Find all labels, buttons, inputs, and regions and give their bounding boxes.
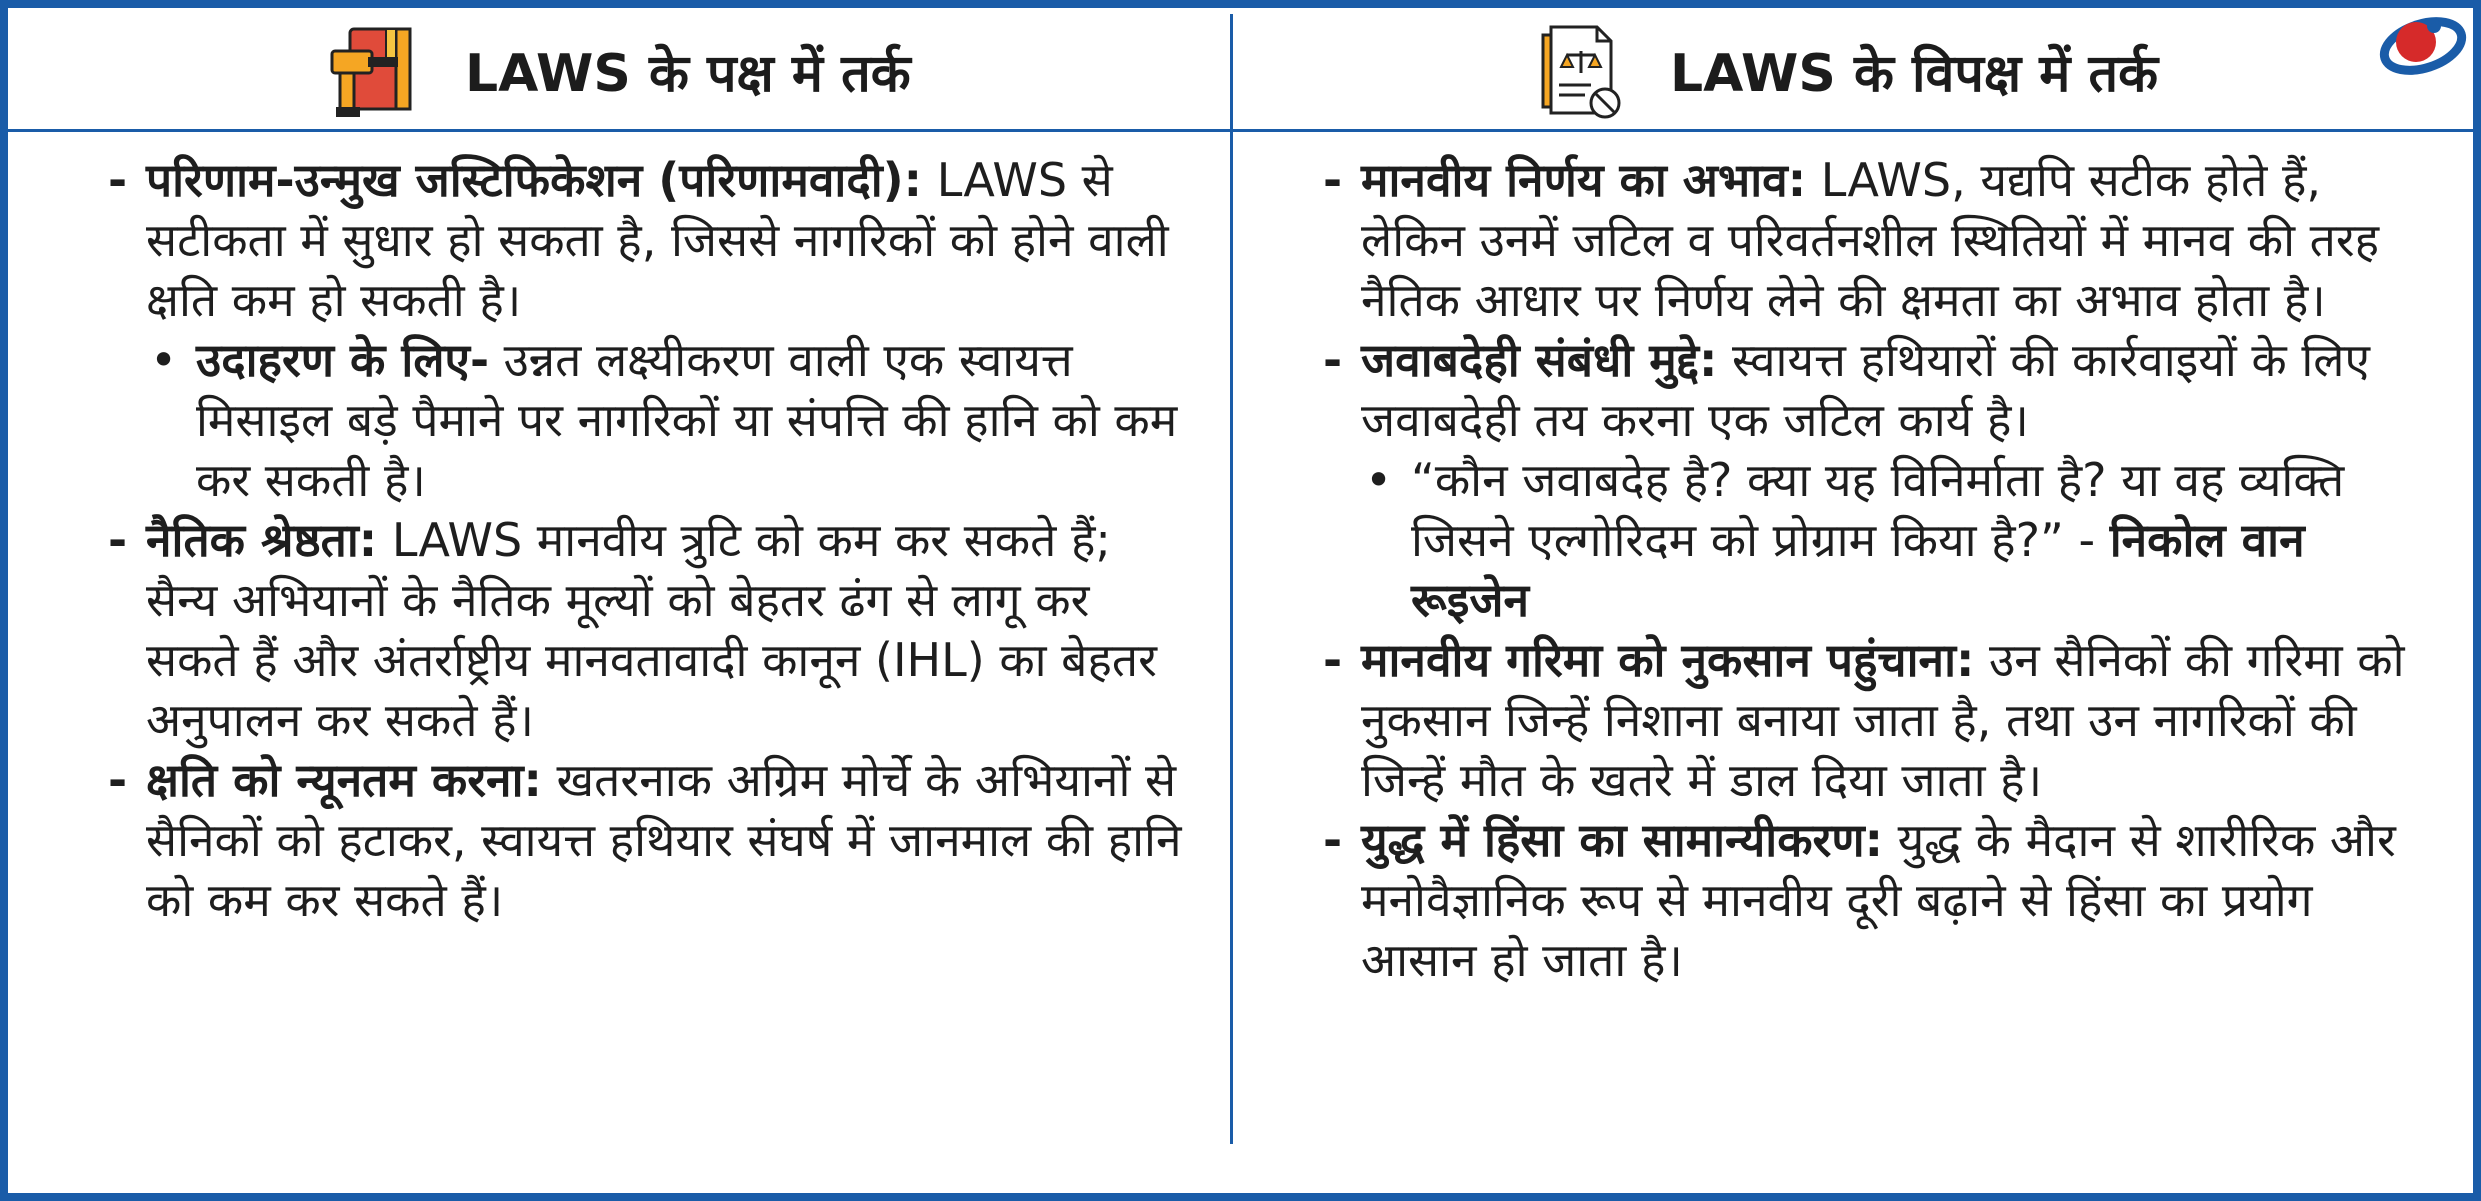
header-divider xyxy=(8,129,2473,132)
right-column xyxy=(1323,150,2413,990)
dash-marker: - xyxy=(108,153,128,207)
dash-marker: - xyxy=(108,513,128,567)
bullet-marker: • xyxy=(150,333,178,387)
dash-marker: - xyxy=(1323,153,1343,207)
list-item xyxy=(1323,330,2413,450)
sub-text: उन्नत लक्ष्यीकरण वाली एक स्वायत्त मिसाइल बड़े पैमाने पर नागरिकों या संपत्ति की हानि को कम कर सकती है। xyxy=(196,333,1178,507)
list-item xyxy=(1323,150,2413,330)
item-text: LAWS से सटीकता में सुधार हो सकता है, जिससे नागरिकों को होने वाली क्षति कम हो सकती है। xyxy=(146,153,1169,327)
sub-heading: उदाहरण के लिए- xyxy=(196,333,490,387)
quote-author: निकोल वान रूइजेन xyxy=(1411,513,2305,627)
item-heading: क्षति को न्यूनतम करना: xyxy=(146,753,542,807)
item-text: युद्ध के मैदान से शारीरिक और मनोवैज्ञानिक रूप से मानवीय दूरी बढ़ाने से हिंसा का प्रयोग आसान हो जाता है। xyxy=(1361,813,2396,987)
quote-item xyxy=(1323,450,2413,630)
column-divider xyxy=(1230,14,1233,1144)
dash-marker: - xyxy=(108,753,128,807)
dash-marker: - xyxy=(1323,333,1343,387)
item-text: स्वायत्त हथियारों की कार्रवाइयों के लिए जवाबदेही तय करना एक जटिल कार्य है। xyxy=(1361,333,2370,447)
quote-text: “कौन जवाबदेह है? क्या यह विनिर्माता है? या वह व्यक्ति जिसने एल्गोरिदम को प्रोग्राम किया है?” - xyxy=(1411,453,2345,567)
bullet-marker: • xyxy=(1365,453,1393,507)
dash-marker: - xyxy=(1323,633,1343,687)
item-heading: युद्ध में हिंसा का सामान्यीकरण: xyxy=(1361,813,1883,867)
item-text: खतरनाक अग्रिम मोर्चे के अभियानों से सैनिकों को हटाकर, स्वायत्त हथियार संघर्ष में जानमाल की हानि को कम कर सकते हैं। xyxy=(146,753,1182,927)
left-title: LAWS के पक्ष में तर्क xyxy=(465,43,911,104)
item-heading: मानवीय निर्णय का अभाव: xyxy=(1361,153,1807,207)
list-item xyxy=(1323,630,2413,810)
item-text: LAWS, यद्यपि सटीक होते हैं, लेकिन उनमें जटिल व परिवर्तनशील स्थितियों में मानव की तरह नैतिक आधार पर निर्णय लेने की क्षमता का अभाव होता है। xyxy=(1361,153,2380,327)
gavel-book-icon xyxy=(330,21,425,121)
item-text: उन सैनिकों की गरिमा को नुकसान जिन्हें निशाना बनाया जाता है, तथा उन नागरिकों की जिन्हें मौत के खतरे में डाल दिया जाता है। xyxy=(1361,633,2405,807)
left-column xyxy=(108,150,1183,930)
legal-document-icon xyxy=(1535,21,1630,121)
left-header xyxy=(330,14,911,128)
right-title: LAWS के विपक्ष में तर्क xyxy=(1670,43,2159,104)
list-item xyxy=(108,510,1183,750)
right-header xyxy=(1535,14,2158,128)
brand-logo-icon xyxy=(2368,12,2468,84)
item-heading: नैतिक श्रेष्ठता: xyxy=(146,513,378,567)
list-item xyxy=(108,750,1183,930)
item-heading: मानवीय गरिमा को नुकसान पहुंचाना: xyxy=(1361,633,1975,687)
item-heading: परिणाम-उन्मुख जस्टिफिकेशन (परिणामवादी): xyxy=(146,153,923,207)
list-item xyxy=(108,150,1183,330)
list-item xyxy=(1323,810,2413,990)
item-heading: जवाबदेही संबंधी मुद्दे: xyxy=(1361,333,1718,387)
sub-list-item xyxy=(108,330,1183,510)
dash-marker: - xyxy=(1323,813,1343,867)
item-text: LAWS मानवीय त्रुटि को कम कर सकते हैं; सैन्य अभियानों के नैतिक मूल्यों को बेहतर ढंग से लागू कर सकते हैं और अंतर्राष्ट्रीय मानवतावादी कानून (IHL) का बेहतर अनुपालन कर सकते हैं। xyxy=(146,513,1157,747)
